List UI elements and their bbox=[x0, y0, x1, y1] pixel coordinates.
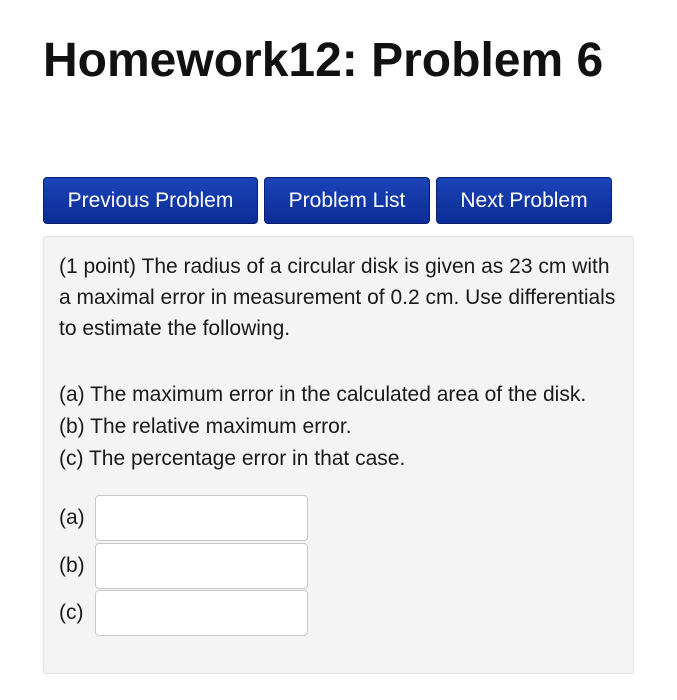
answer-input-b[interactable] bbox=[95, 543, 308, 589]
answer-input-c[interactable] bbox=[95, 590, 308, 636]
answer-label-b: (b) bbox=[59, 554, 85, 577]
next-problem-button[interactable]: Next Problem bbox=[436, 177, 612, 224]
problem-parts bbox=[59, 379, 624, 475]
problem-list-button[interactable]: Problem List bbox=[264, 177, 430, 224]
part-c-text: (c) The percentage error in that case. bbox=[59, 447, 406, 470]
part-b-text: (b) The relative maximum error. bbox=[59, 415, 352, 438]
answer-input-a[interactable] bbox=[95, 495, 308, 541]
problem-panel bbox=[43, 236, 634, 674]
problem-statement-text: (1 point) The radius of a circular disk is given as 23 cm with a maximal error in measurement of 0.2 cm. Use differentials to estimate the following. bbox=[59, 255, 616, 340]
previous-problem-button[interactable]: Previous Problem bbox=[43, 177, 258, 224]
page-title: Homework12: Problem 6 bbox=[43, 34, 604, 87]
answer-label-c: (c) bbox=[59, 601, 84, 624]
answer-label-a: (a) bbox=[59, 506, 85, 529]
part-a-text: (a) The maximum error in the calculated area of the disk. bbox=[59, 383, 587, 406]
problem-statement bbox=[59, 251, 624, 344]
